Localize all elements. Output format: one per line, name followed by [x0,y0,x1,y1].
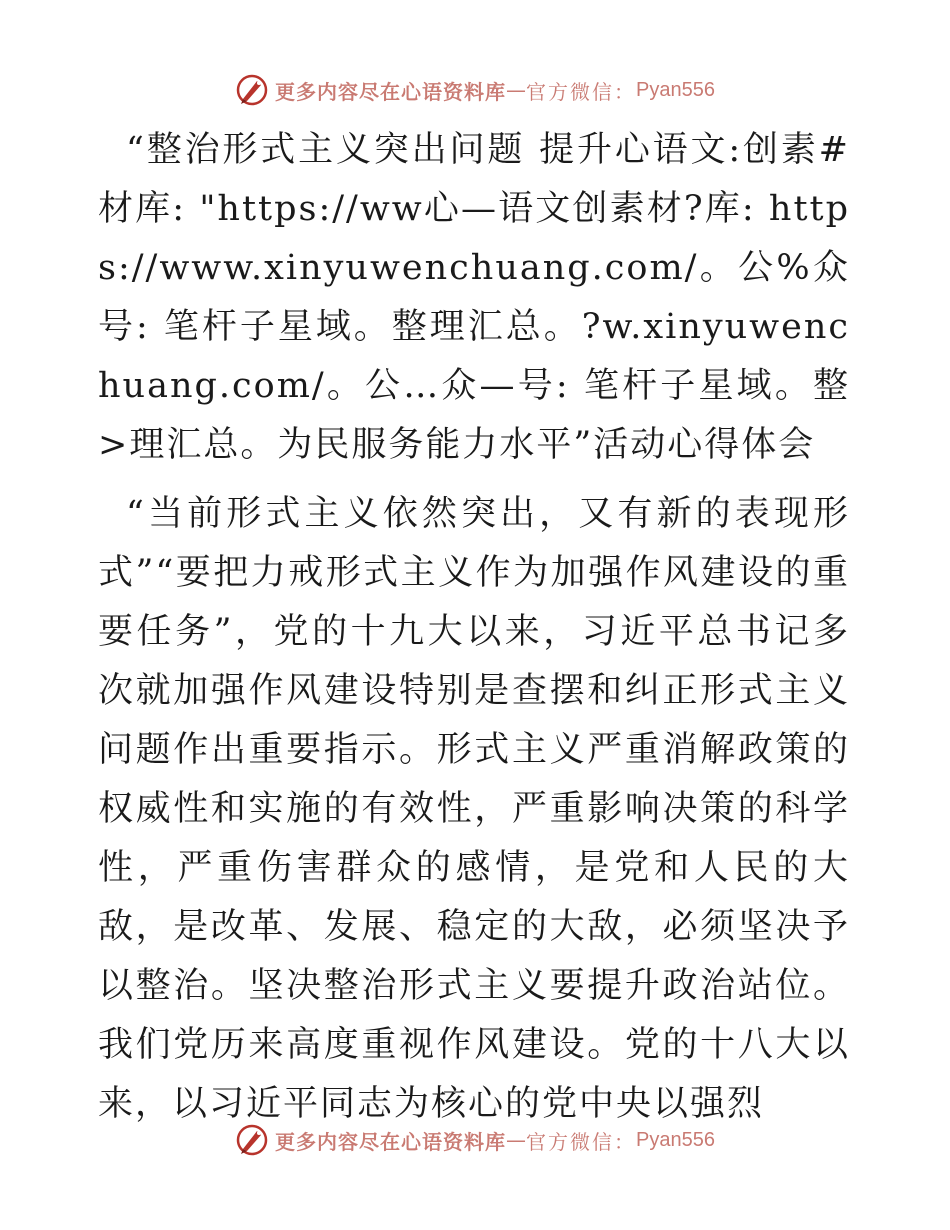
footer-banner [0,1120,950,1160]
banner-wechat-id: Pyan556 [636,1128,715,1151]
banner-dash: — [506,78,527,102]
banner-slogan: 更多内容尽在心语资料库 [275,79,507,104]
header-banner [0,70,950,110]
banner-wechat-label: 官方微信： [526,79,637,104]
banner-dash: — [506,1128,527,1152]
banner-slogan: 更多内容尽在心语资料库 [275,1129,507,1154]
article-body-paragraph: “当前形式主义依然突出，又有新的表现形式”“要把力戒形式主义作为加强作风建设的重要任务”，党的十九大以来，习近平总书记多次就加强作风建设特别是查摆和纠正形式主义问题作出重要指示。形式主义严重消解政策的权威性和实施的有效性，严重影响决策的科学性，严重伤害群众的感情，是党和人民的大敌，是改革、发展、稳定的大敌，必须坚决予以整治。坚决整治形式主义要提升政治站位。我们党历来高度重视作风建设。党的十八大以来，以习近平同志为核心的党中央以强烈 [98,494,850,1124]
article-title-paragraph: “整治形式主义突出问题 提升心语文:创素#材库: "https://ww心—语文创素材?库: https://www.xinyuwenchuang.com/。公%众号: 笔杆子星域。整理汇总。?w.xinyuwenchuang.com/。公…众—号: 笔杆子星域。整>理汇总。为民服务能力水平”活动心得体会 [98,130,850,465]
pen-logo-icon [235,1123,269,1157]
banner-wechat-label: 官方微信： [526,1129,637,1154]
pen-logo-icon [235,73,269,107]
banner-wechat-id: Pyan556 [636,78,715,101]
